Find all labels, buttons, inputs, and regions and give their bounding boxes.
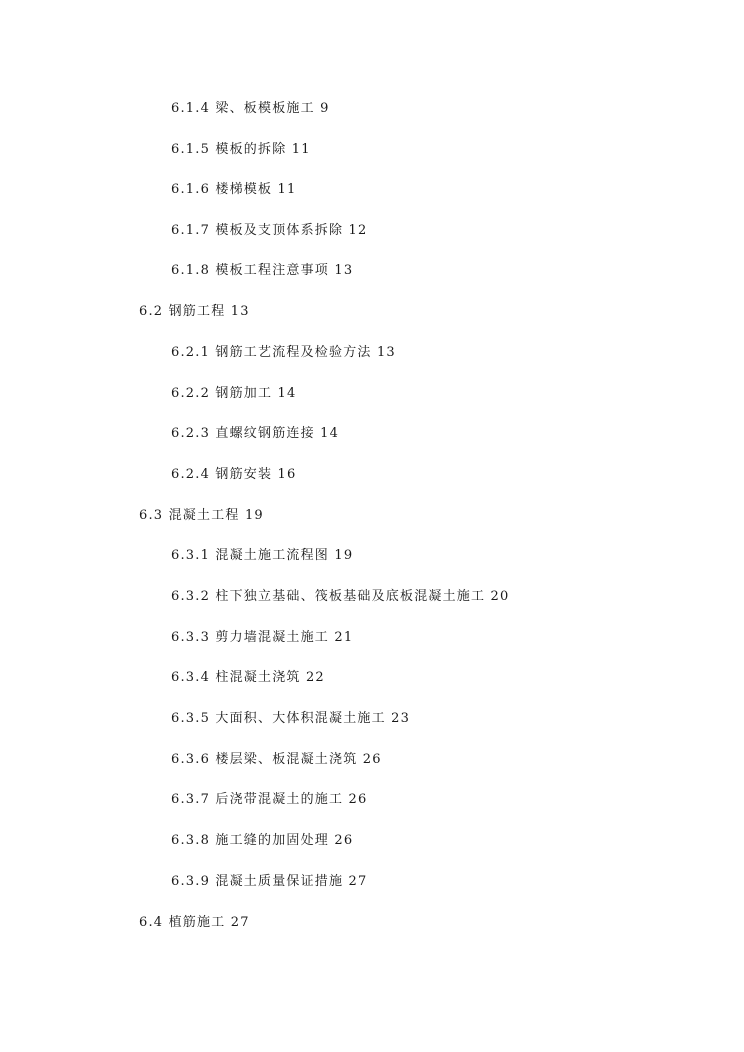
toc-entry-6-2[interactable]: 6.2 钢筋工程 13 <box>139 304 250 319</box>
toc-entry-6-1-8[interactable]: 6.1.8 模板工程注意事项 13 <box>171 263 354 278</box>
toc-entry-6-2-1[interactable]: 6.2.1 钢筋工艺流程及检验方法 13 <box>171 345 396 360</box>
toc-entry-6-3-2[interactable]: 6.3.2 柱下独立基础、筏板基础及底板混凝土施工 20 <box>171 589 510 604</box>
toc-entry-6-3-1[interactable]: 6.3.1 混凝土施工流程图 19 <box>171 548 354 563</box>
toc-entry-6-1-7[interactable]: 6.1.7 模板及支顶体系拆除 12 <box>171 223 368 238</box>
toc-entry-6-3-7[interactable]: 6.3.7 后浇带混凝土的施工 26 <box>171 792 368 807</box>
toc-entry-6-3-9[interactable]: 6.3.9 混凝土质量保证措施 27 <box>171 874 368 889</box>
toc-entry-6-1-4[interactable]: 6.1.4 梁、板模板施工 9 <box>171 101 330 116</box>
toc-entry-6-3-6[interactable]: 6.3.6 楼层梁、板混凝土浇筑 26 <box>171 752 382 767</box>
toc-entry-6-2-2[interactable]: 6.2.2 钢筋加工 14 <box>171 386 297 401</box>
toc-entry-6-3-3[interactable]: 6.3.3 剪力墙混凝土施工 21 <box>171 630 354 645</box>
toc-entry-6-3[interactable]: 6.3 混凝土工程 19 <box>139 508 264 523</box>
toc-entry-6-4[interactable]: 6.4 植筋施工 27 <box>139 915 250 930</box>
toc-entry-6-1-6[interactable]: 6.1.6 楼梯模板 11 <box>171 182 297 197</box>
toc-entry-6-3-5[interactable]: 6.3.5 大面积、大体积混凝土施工 23 <box>171 711 411 726</box>
toc-entry-6-2-4[interactable]: 6.2.4 钢筋安装 16 <box>171 467 297 482</box>
toc-entry-6-3-8[interactable]: 6.3.8 施工缝的加固处理 26 <box>171 833 354 848</box>
toc-entry-6-1-5[interactable]: 6.1.5 模板的拆除 11 <box>171 142 311 157</box>
toc-entry-6-3-4[interactable]: 6.3.4 柱混凝土浇筑 22 <box>171 670 325 685</box>
toc-entry-6-2-3[interactable]: 6.2.3 直螺纹钢筋连接 14 <box>171 426 340 441</box>
